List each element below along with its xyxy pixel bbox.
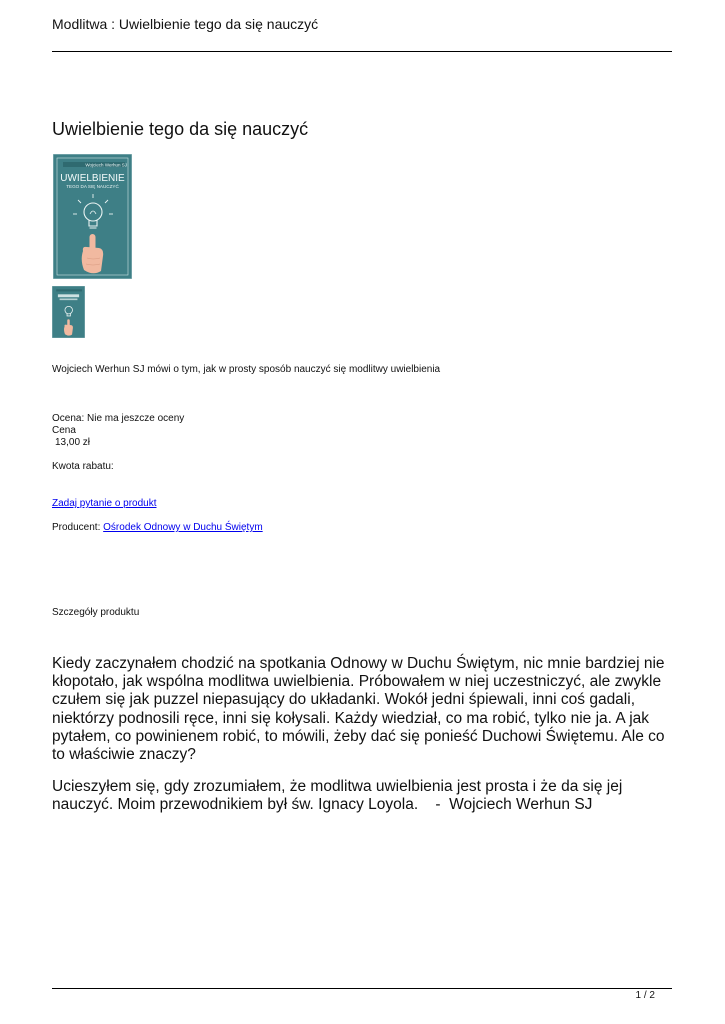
price-value: 13,00 zł xyxy=(55,437,91,448)
product-title: Uwielbienie tego da się nauczyć xyxy=(52,119,309,139)
book-cover-thumbnail-illustration xyxy=(52,286,85,338)
product-details-heading: Szczegóły produktu xyxy=(52,607,140,618)
cover-title-text: UWIELBIENIE xyxy=(60,173,125,184)
page-number: 1 / 2 xyxy=(635,990,655,1001)
producer-label: Producent: xyxy=(52,522,101,533)
document-header-title: Modlitwa : Uwielbienie tego da się nauczyć xyxy=(52,16,319,32)
rating-text: Ocena: Nie ma jeszcze oceny xyxy=(52,413,185,424)
short-description: Wojciech Werhun SJ mówi o tym, jak w prosty sposób nauczyć się modlitwy uwielbienia xyxy=(52,364,441,375)
ask-question-link[interactable]: Zadaj pytanie o produkt xyxy=(52,498,157,509)
description-paragraph-2: Ucieszyłem się, gdy zrozumiałem, że modlitwa uwielbienia jest prosta i że da się jej nauczyć. Moim przewodnikiem był św. Ignacy Loyola. - Wojciech Werhun SJ xyxy=(52,778,627,814)
price-label: Cena xyxy=(52,425,76,436)
producer-link[interactable]: Ośrodek Odnowy w Duchu Świętym xyxy=(103,522,263,533)
cover-author-text: Wojciech Werhun SJ xyxy=(85,162,127,168)
cover-subtitle-text: TEGO DA SIĘ NAUCZYĆ xyxy=(66,184,119,189)
description-paragraph-1: Kiedy zaczynałem chodzić na spotkania Odnowy w Duchu Świętym, nic mnie bardziej nie kłopotało, jak wspólna modlitwa uwielbienia. Próbowałem w niej uczestniczyć, ale zwykle czułem się jak puzzel niepasujący do układanki. Wokół jedni śpiewali, inni coś gadali, niektórzy podnosili ręce, inni się kołysali. Każdy wiedział, co ma robić, tylko nie ja. A jak pytałem, co powinienem robić, to mówili, żeby dać się ponieść Duchowi Świętemu. Ale co to właściwie znaczy? xyxy=(52,655,665,764)
book-cover-illustration xyxy=(53,154,132,279)
book-cover-image[interactable] xyxy=(53,154,132,279)
book-cover-thumbnail[interactable] xyxy=(52,286,85,338)
footer-divider xyxy=(52,988,672,989)
discount-label: Kwota rabatu: xyxy=(52,461,114,472)
header-divider xyxy=(52,51,672,52)
producer-row xyxy=(52,522,263,533)
